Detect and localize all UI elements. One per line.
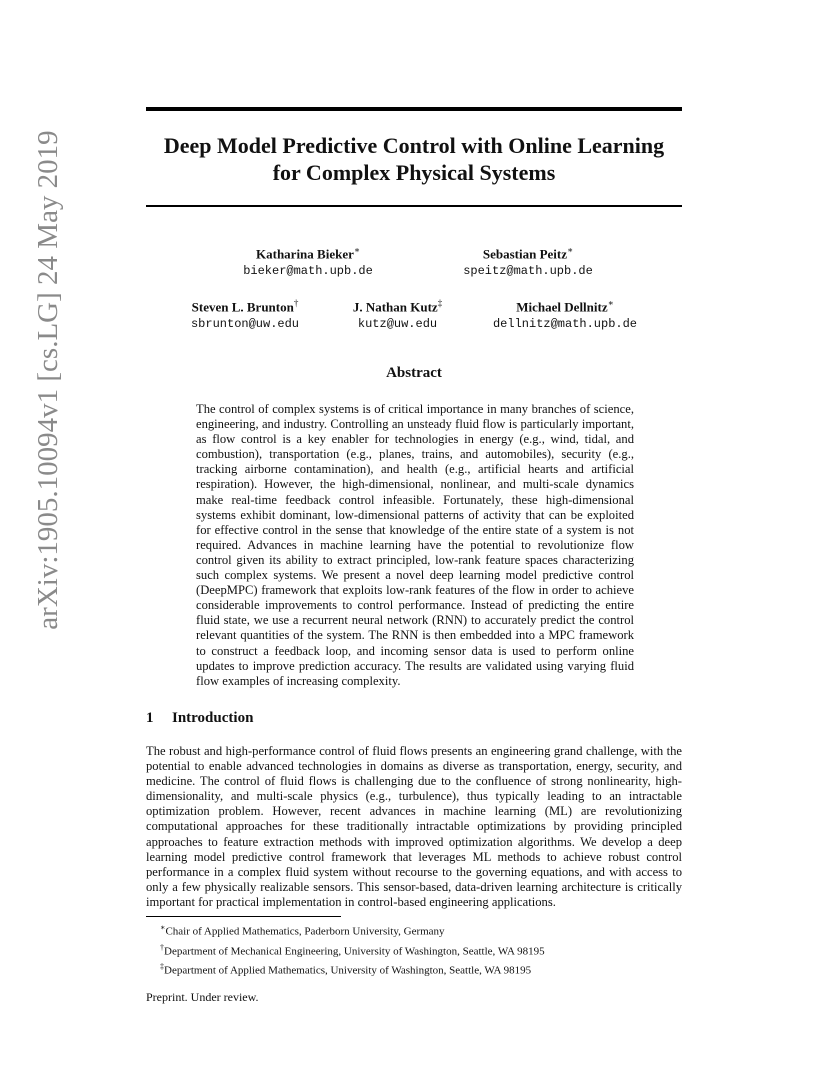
author-name: Katharina Bieker	[256, 246, 354, 262]
author-affiliation-mark: ‡	[437, 298, 443, 308]
author-name: J. Nathan Kutz	[352, 299, 438, 315]
abstract-body: The control of complex systems is of critical importance in many branches of science, engineering, and industry. Controlling an unsteady fluid flow is particularly important, as flow control is a key enabler for technologies in energy (e.g., wind, tidal, and combustion), transportation (e.g., planes, trains, and automobiles), security (e.g., tracking airborne contamination), and health (e.g., artificial hearts and artificial respiration). However, the high-dimensional, nonlinear, and multi-scale dynamics make real-time feedback control infeasible. Fortunately, these high-dimensional systems exhibit dominant, low-dimensional patterns of activity that can be exploited for effective control in the sense that knowledge of the entire state of a system is not required. Advances in machine learning have the potential to revolutionize flow control given its ability to extract principled, low-rank feature spaces characterizing such complex systems. We present a novel deep learning model predictive control (DeepMPC) framework that exploits low-rank features of the flow in order to achieve considerable improvements to control performance. Instead of predicting the entire fluid state, we use a recurrent neural network (RNN) to accurately predict the control relevant quantities of the system. The RNN is then embedded into a MPC framework to construct a feedback loop, and incoming sensor data is used to perform online updates to improve prediction accuracy. The results are validated using varying fluid flow examples of increasing complexity.	[196, 402, 634, 688]
footnotes	[160, 920, 680, 979]
footnote-text: Chair of Applied Mathematics, Paderborn University, Germany	[165, 925, 445, 938]
paper-title	[146, 132, 682, 186]
author-affiliation-mark: †	[293, 298, 299, 308]
footnote	[160, 959, 680, 979]
author-name: Michael Dellnitz	[516, 299, 608, 315]
author-email: bieker@math.upb.de	[243, 264, 373, 279]
footnote-mark: ‡	[160, 962, 164, 972]
author-name: Sebastian Peitz	[482, 246, 567, 262]
title-line-1: Deep Model Predictive Control with Online Learning	[163, 133, 665, 158]
author-block	[448, 242, 608, 280]
author-block	[175, 295, 315, 333]
footnote-mark: †	[160, 942, 164, 952]
footnote-mark: ∗	[160, 923, 166, 932]
preprint-notice: Preprint. Under review.	[146, 990, 259, 1004]
arxiv-identifier: arXiv:1905.10094v1 [cs.LG] 24 May 2019	[32, 130, 64, 630]
author-block	[480, 295, 650, 333]
author-email: dellnitz@math.upb.de	[492, 317, 638, 332]
author-email: speitz@math.upb.de	[463, 264, 593, 279]
footnote	[160, 940, 680, 960]
footnote-rule	[146, 916, 341, 917]
author-block	[228, 242, 388, 280]
author-affiliation-mark: ∗	[353, 245, 360, 255]
author-name: Steven L. Brunton	[191, 299, 294, 315]
footnote	[160, 920, 680, 940]
introduction-body: The robust and high-performance control of fluid flows presents an engineering grand challenge, with the potential to enable advanced technologies in domains as diverse as transportation, energy, security, and medicine. The control of fluid flows is challenging due to the confluence of strong nonlinearity, high-dimensionality, and multi-scale physics (e.g., turbulence), thus typically leading to an intractable optimization problem. However, recent advances in machine learning (ML) are revolutionizing computational approaches for these traditionally intractable optimizations by providing principled approaches to feature extraction methods with improved optimization algorithms. We develop a deep learning model predictive control framework that leverages ML methods to achieve robust control performance in a complex fluid system without recourse to the governing equations, and with access to only a few physically realizable sensors. This sensor-based, data-driven learning architecture is critically important for practical implementation in control-based engineering applications.	[146, 744, 682, 909]
author-affiliation-mark: ∗	[607, 298, 614, 308]
author-block	[330, 295, 465, 333]
author-email: sbrunton@uw.edu	[190, 317, 300, 332]
section-title: Introduction	[172, 710, 254, 726]
section-number: 1	[146, 710, 154, 726]
title-rule-top	[146, 107, 682, 111]
author-email: kutz@uw.edu	[357, 317, 438, 332]
footnote-text: Department of Applied Mathematics, University of Washington, Seattle, WA 98195	[164, 964, 532, 977]
author-affiliation-mark: ∗	[567, 245, 574, 255]
section-heading	[146, 710, 253, 727]
title-rule-bottom	[146, 205, 682, 207]
title-line-2: for Complex Physical Systems	[272, 160, 556, 185]
abstract-heading: Abstract	[386, 365, 442, 381]
footnote-text: Department of Mechanical Engineering, University of Washington, Seattle, WA 98195	[164, 945, 545, 958]
